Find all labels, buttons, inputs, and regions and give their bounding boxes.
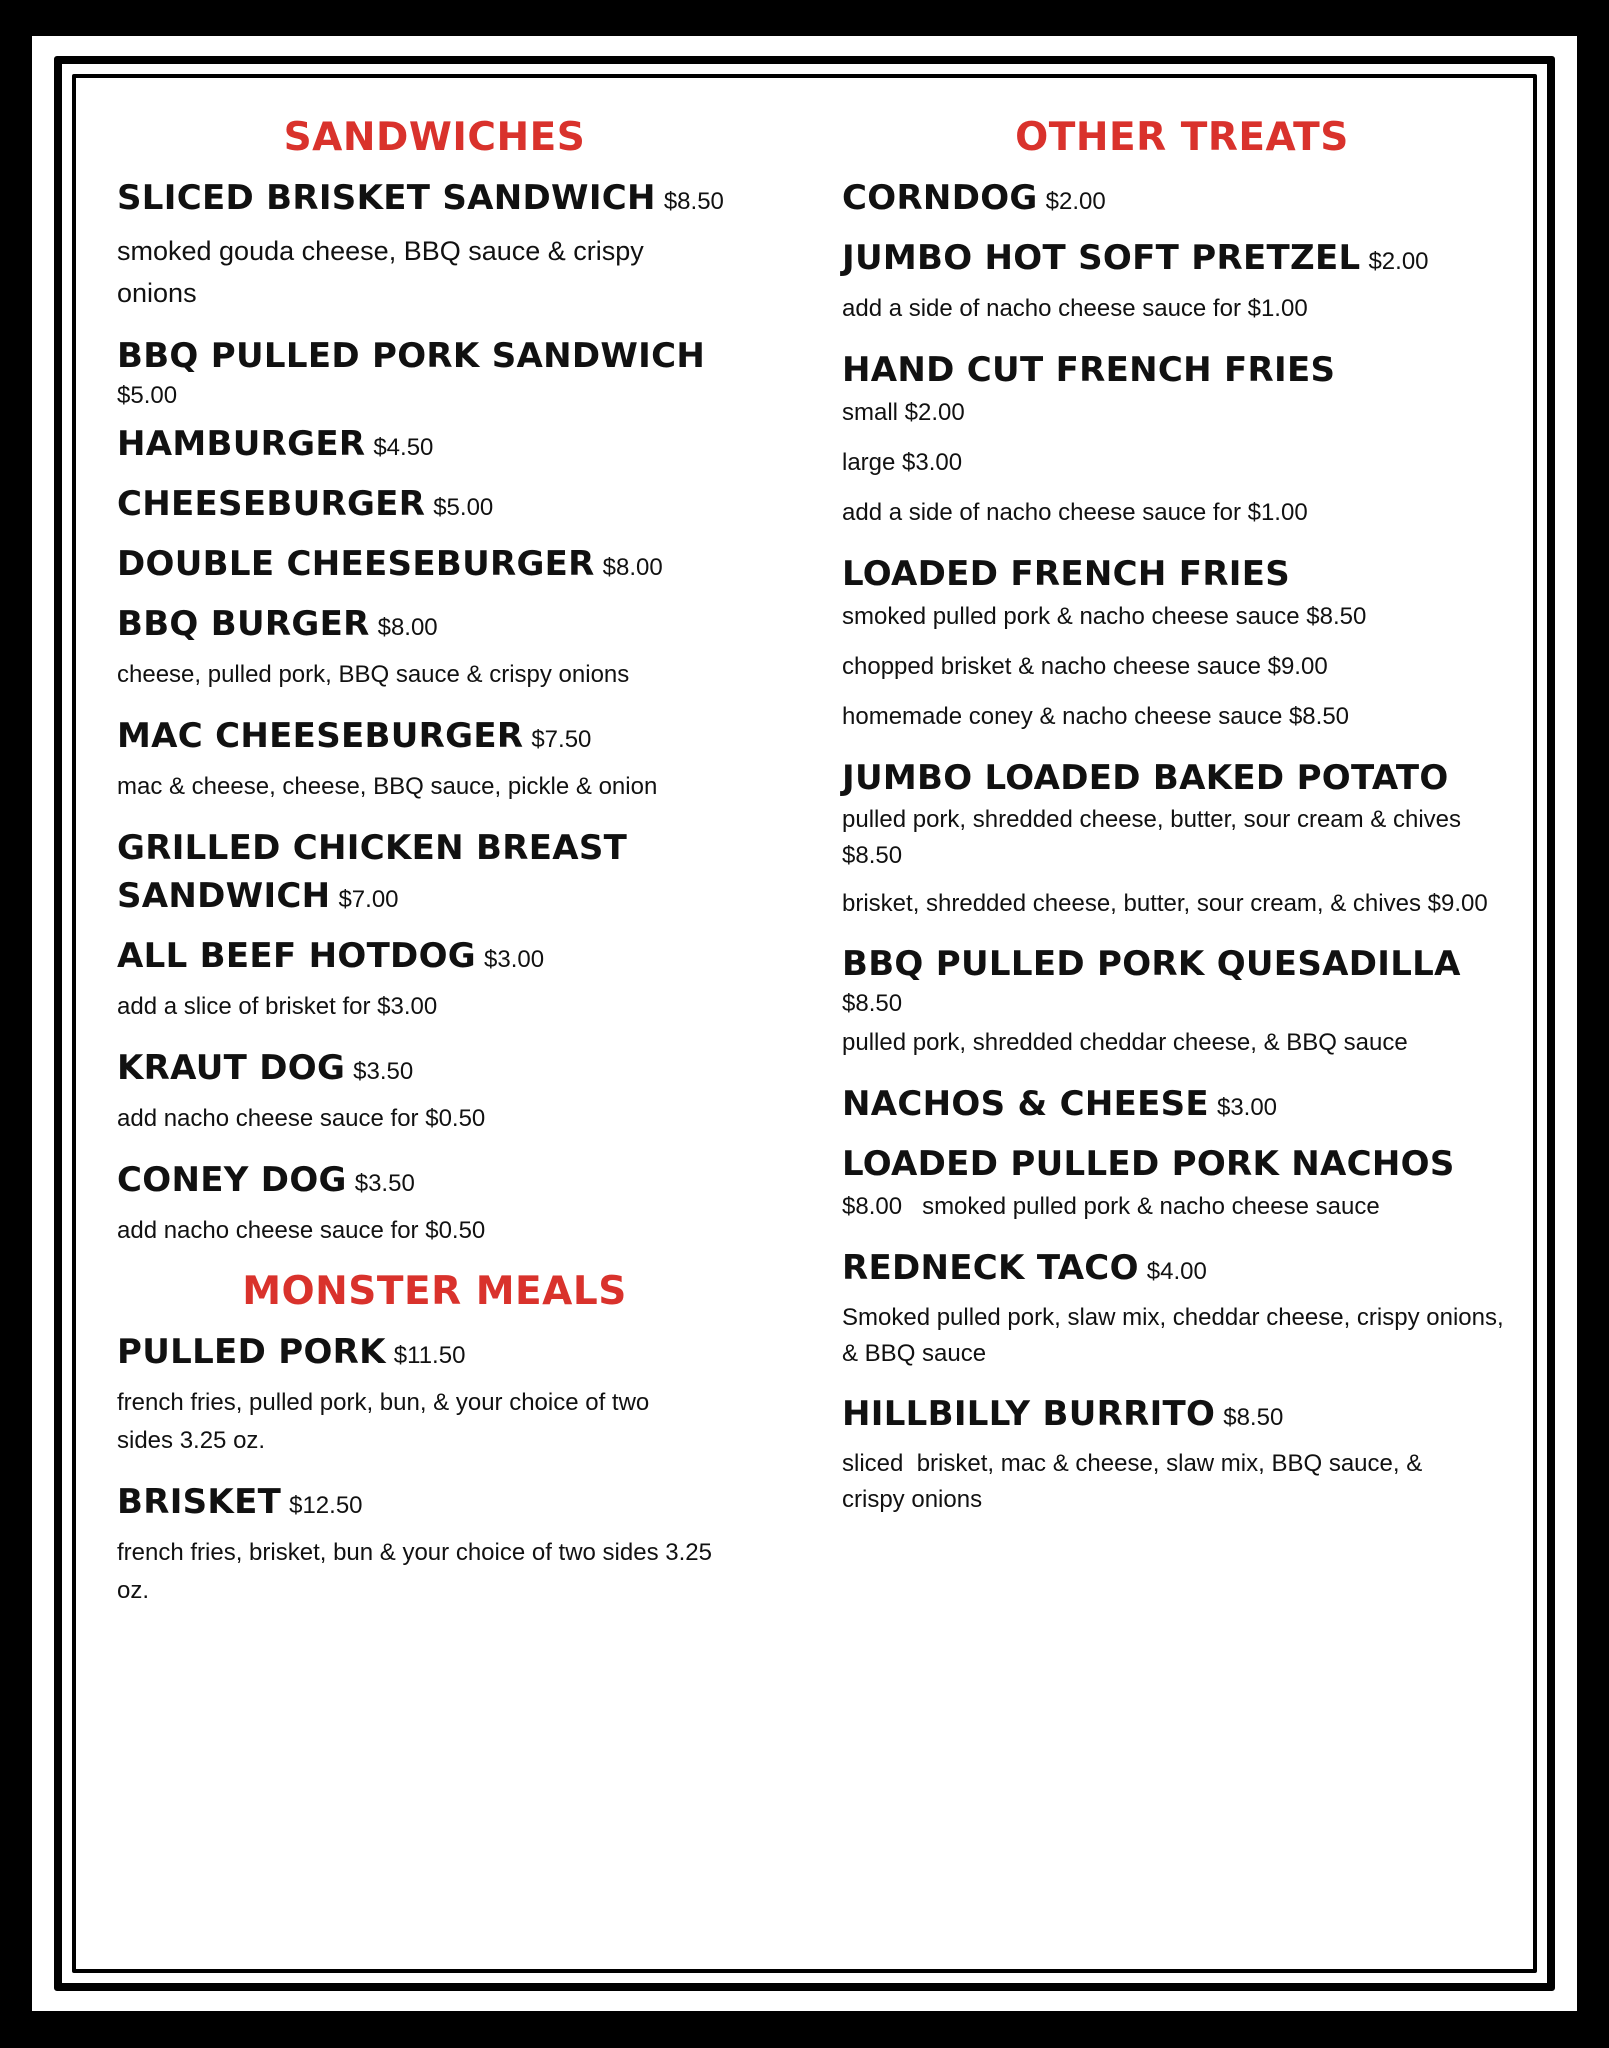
item-name: HAMBURGER [117, 424, 366, 464]
item-name: PULLED PORK [117, 1332, 386, 1372]
menu-item [117, 1044, 752, 1138]
menu-item [842, 1244, 1522, 1372]
item-name: ALL BEEF HOTDOG [117, 936, 476, 976]
menu-item [117, 1328, 752, 1460]
item-description: $8.00 smoked pulled pork & nacho cheese sauce [842, 1193, 1380, 1220]
item-price: $7.50 [531, 726, 592, 753]
menu-item [117, 1156, 752, 1250]
item-name: CHEESEBURGER [117, 484, 426, 524]
item-description: add a side of nacho cheese sauce for $1.00 [842, 499, 1308, 526]
menu-item [842, 1140, 1522, 1226]
item-price: $8.00 [377, 614, 438, 641]
menu-item [842, 754, 1522, 922]
item-price: $8.50 [663, 188, 724, 215]
item-description: Smoked pulled pork, slaw mix, cheddar cheese, crispy onions, & BBQ sauce [842, 1304, 1504, 1367]
menu-item [842, 174, 1522, 226]
item-description: add a side of nacho cheese sauce for $1.00 [842, 295, 1308, 322]
item-description: smoked pulled pork & nacho cheese sauce $8.50 [842, 603, 1367, 630]
item-price: $3.50 [354, 1170, 415, 1197]
item-name: BBQ PULLED PORK QUESADILLA [842, 944, 1461, 984]
item-name: GRILLED CHICKEN BREAST SANDWICH [117, 828, 628, 916]
item-price: $11.50 [393, 1342, 466, 1369]
left-column [117, 114, 752, 1628]
menu-item [117, 1478, 752, 1610]
item-price: $2.00 [1045, 188, 1106, 215]
menu-item [117, 824, 752, 924]
item-name: BBQ BURGER [117, 604, 370, 644]
item-name: HILLBILLY BURRITO [842, 1394, 1216, 1434]
right-column [842, 114, 1522, 1536]
item-price: $4.50 [373, 434, 434, 461]
item-price: $5.00 [433, 494, 494, 521]
item-name: JUMBO HOT SOFT PRETZEL [842, 238, 1361, 278]
item-name: LOADED PULLED PORK NACHOS [842, 1144, 1455, 1184]
item-name: BRISKET [117, 1482, 282, 1522]
menu-item [117, 174, 752, 314]
item-description: french fries, pulled pork, bun, & your choice of two sides 3.25 oz. [117, 1389, 650, 1454]
item-name: DOUBLE CHEESEBURGER [117, 544, 595, 584]
item-name: NACHOS & CHEESE [842, 1084, 1209, 1124]
item-description: brisket, shredded cheese, butter, sour cream, & chives $9.00 [842, 890, 1488, 917]
menu-item [842, 234, 1522, 328]
menu-item [842, 940, 1522, 1062]
item-description: add nacho cheese sauce for $0.50 [117, 1105, 486, 1132]
item-name: SLICED BRISKET SANDWICH [117, 178, 656, 218]
menu-item [117, 600, 752, 694]
item-price: $3.00 [484, 946, 545, 973]
item-name: REDNECK TACO [842, 1248, 1139, 1288]
item-price: $5.00 [117, 382, 178, 409]
menu-item [117, 332, 752, 412]
item-description: cheese, pulled pork, BBQ sauce & crispy onions [117, 661, 630, 688]
item-description: pulled pork, shredded cheddar cheese, & BBQ sauce [842, 1029, 1408, 1056]
menu-item [117, 480, 752, 532]
item-description: large $3.00 [842, 449, 963, 476]
menu-item [842, 550, 1522, 736]
item-description: pulled pork, shredded cheese, butter, sour cream & chives $8.50 [842, 806, 1462, 869]
item-name: JUMBO LOADED BAKED POTATO [842, 758, 1449, 798]
sandwiches-title: SANDWICHES [283, 115, 586, 160]
item-description: mac & cheese, cheese, BBQ sauce, pickle & onion [117, 773, 658, 800]
item-price: $8.50 [842, 990, 903, 1017]
item-description: chopped brisket & nacho cheese sauce $9.00 [842, 653, 1328, 680]
item-price: $12.50 [289, 1492, 363, 1519]
item-name: BBQ PULLED PORK SANDWICH [117, 336, 706, 376]
item-name: CONEY DOG [117, 1160, 347, 1200]
monster-meals-title: MONSTER MEALS [242, 1269, 627, 1314]
item-description: french fries, brisket, bun & your choice of two sides 3.25 oz. [117, 1539, 712, 1604]
menu-item [117, 932, 752, 1026]
item-description: add a slice of brisket for $3.00 [117, 993, 438, 1020]
menu-item [842, 346, 1522, 532]
other-treats-title: OTHER TREATS [1015, 115, 1349, 160]
item-name: MAC CHEESEBURGER [117, 716, 524, 756]
item-price: $4.00 [1146, 1258, 1207, 1285]
item-name: LOADED FRENCH FRIES [842, 554, 1291, 594]
item-price: $3.50 [353, 1058, 414, 1085]
item-name: KRAUT DOG [117, 1048, 346, 1088]
item-price: $8.50 [1223, 1404, 1284, 1431]
item-price: $7.00 [338, 886, 399, 913]
item-price: $8.00 [602, 554, 663, 581]
item-description: add nacho cheese sauce for $0.50 [117, 1217, 486, 1244]
menu-page [32, 36, 1577, 2011]
item-description: sliced brisket, mac & cheese, slaw mix, BBQ sauce, & crispy onions [842, 1450, 1429, 1513]
item-price: $2.00 [1368, 248, 1429, 275]
menu-item [842, 1390, 1522, 1518]
item-description: smoked gouda cheese, BBQ sauce & crispy onions [117, 236, 644, 308]
item-price: $3.00 [1216, 1094, 1278, 1121]
menu-item [842, 1080, 1522, 1132]
menu-item [117, 540, 752, 592]
menu-item [117, 712, 752, 806]
item-name: HAND CUT FRENCH FRIES [842, 350, 1336, 390]
item-description: small $2.00 [842, 399, 965, 426]
item-name: CORNDOG [842, 178, 1038, 218]
menu-item [117, 420, 752, 472]
item-description: homemade coney & nacho cheese sauce $8.50 [842, 703, 1350, 730]
